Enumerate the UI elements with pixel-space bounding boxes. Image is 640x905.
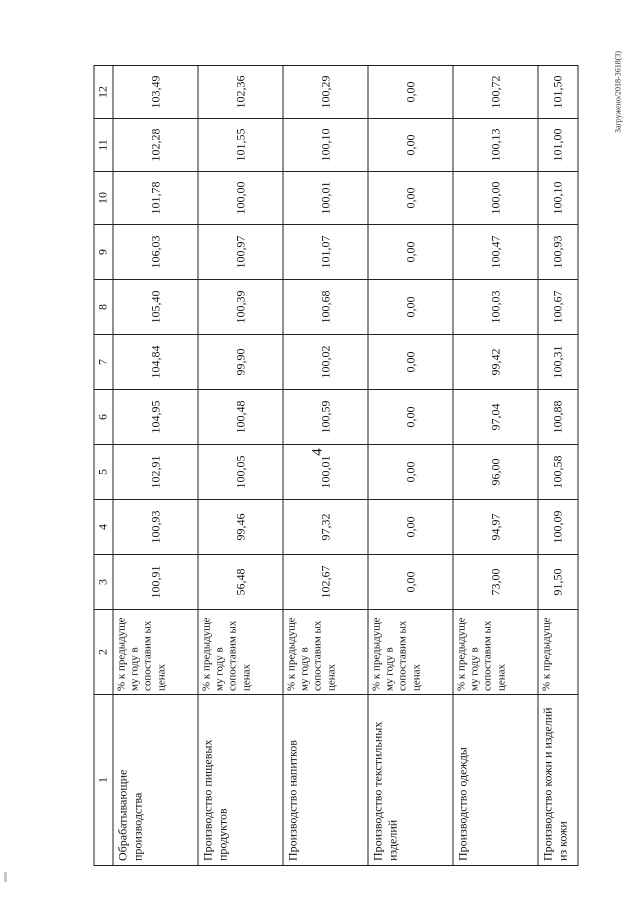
value-cell: 73,00 xyxy=(453,555,538,610)
value-cell: 0,00 xyxy=(368,555,453,610)
column-header: 10 xyxy=(94,172,113,225)
unit-cell: % к предыдуще му году в сопоставим ых ценах xyxy=(283,610,368,695)
value-cell: 100,93 xyxy=(538,225,578,280)
table-row xyxy=(198,66,283,866)
value-cell: 100,39 xyxy=(198,280,283,335)
value-cell: 100,10 xyxy=(283,119,368,172)
value-cell: 104,84 xyxy=(113,335,198,390)
value-cell: 100,48 xyxy=(198,390,283,445)
column-header: 7 xyxy=(94,335,113,390)
table-wrapper xyxy=(94,66,579,866)
value-cell: 100,59 xyxy=(283,390,368,445)
value-cell: 91,50 xyxy=(538,555,578,610)
value-cell: 97,32 xyxy=(283,500,368,555)
value-cell: 100,88 xyxy=(538,390,578,445)
unit-cell: % к предыдуще му году в сопоставим ых ценах xyxy=(368,610,453,695)
value-cell: 99,90 xyxy=(198,335,283,390)
value-cell: 0,00 xyxy=(368,500,453,555)
value-cell: 56,48 xyxy=(198,555,283,610)
registration-mark: Загружено/2018-3618(3) xyxy=(613,50,623,134)
unit-cell: % к предыдуще му году в сопоставим ых ценах xyxy=(198,610,283,695)
unit-cell: % к предыдуще му году в сопоставим ых ценах xyxy=(453,610,538,695)
value-cell: 100,00 xyxy=(453,172,538,225)
scan-artifact xyxy=(4,872,7,882)
column-header: 11 xyxy=(94,119,113,172)
table-row xyxy=(113,66,198,866)
value-cell: 100,31 xyxy=(538,335,578,390)
value-cell: 102,28 xyxy=(113,119,198,172)
page-number: 4 xyxy=(309,448,326,456)
value-cell: 99,46 xyxy=(198,500,283,555)
industry-name: Производство текстильных изделий xyxy=(368,695,453,866)
value-cell: 100,02 xyxy=(283,335,368,390)
column-header: 1 xyxy=(94,695,113,866)
value-cell: 100,29 xyxy=(283,66,368,119)
column-header: 8 xyxy=(94,280,113,335)
value-cell: 0,00 xyxy=(368,66,453,119)
value-cell: 100,01 xyxy=(283,445,368,500)
value-cell: 100,09 xyxy=(538,500,578,555)
industry-name: Производство пищевых продуктов xyxy=(198,695,283,866)
value-cell: 101,50 xyxy=(538,66,578,119)
value-cell: 100,68 xyxy=(283,280,368,335)
value-cell: 100,67 xyxy=(538,280,578,335)
table-row xyxy=(538,66,578,866)
value-cell: 103,49 xyxy=(113,66,198,119)
value-cell: 101,55 xyxy=(198,119,283,172)
value-cell: 100,93 xyxy=(113,500,198,555)
unit-cell: % к предыдуще му году в сопоставим ых ценах xyxy=(113,610,198,695)
value-cell: 102,36 xyxy=(198,66,283,119)
value-cell: 97,04 xyxy=(453,390,538,445)
table-row xyxy=(283,66,368,866)
value-cell: 102,91 xyxy=(113,445,198,500)
table-row xyxy=(368,66,453,866)
value-cell: 100,58 xyxy=(538,445,578,500)
value-cell: 106,03 xyxy=(113,225,198,280)
industry-name: Производство кожи и изделий из кожи xyxy=(538,695,578,866)
value-cell: 0,00 xyxy=(368,335,453,390)
value-cell: 0,00 xyxy=(368,119,453,172)
value-cell: 100,00 xyxy=(198,172,283,225)
value-cell: 96,00 xyxy=(453,445,538,500)
column-header: 12 xyxy=(94,66,113,119)
value-cell: 100,97 xyxy=(198,225,283,280)
value-cell: 101,78 xyxy=(113,172,198,225)
column-header: 4 xyxy=(94,500,113,555)
industry-name: Производство напитков xyxy=(283,695,368,866)
value-cell: 100,91 xyxy=(113,555,198,610)
value-cell: 0,00 xyxy=(368,225,453,280)
value-cell: 0,00 xyxy=(368,390,453,445)
statistics-table xyxy=(94,65,579,866)
column-header: 9 xyxy=(94,225,113,280)
column-header: 3 xyxy=(94,555,113,610)
value-cell: 101,00 xyxy=(538,119,578,172)
value-cell: 105,40 xyxy=(113,280,198,335)
value-cell: 100,72 xyxy=(453,66,538,119)
value-cell: 100,10 xyxy=(538,172,578,225)
value-cell: 104,95 xyxy=(113,390,198,445)
value-cell: 0,00 xyxy=(368,172,453,225)
industry-name: Производство одежды xyxy=(453,695,538,866)
value-cell: 100,01 xyxy=(283,172,368,225)
value-cell: 0,00 xyxy=(368,445,453,500)
unit-cell: % к предыдуще xyxy=(538,610,578,695)
value-cell: 101,07 xyxy=(283,225,368,280)
table-row xyxy=(453,66,538,866)
value-cell: 100,47 xyxy=(453,225,538,280)
value-cell: 99,42 xyxy=(453,335,538,390)
value-cell: 102,67 xyxy=(283,555,368,610)
column-header: 5 xyxy=(94,445,113,500)
value-cell: 0,00 xyxy=(368,280,453,335)
industry-name: Обрабатывающие производства xyxy=(113,695,198,866)
header-row xyxy=(94,66,113,866)
column-header: 2 xyxy=(94,610,113,695)
value-cell: 100,03 xyxy=(453,280,538,335)
value-cell: 94,97 xyxy=(453,500,538,555)
column-header: 6 xyxy=(94,390,113,445)
value-cell: 100,05 xyxy=(198,445,283,500)
value-cell: 100,13 xyxy=(453,119,538,172)
